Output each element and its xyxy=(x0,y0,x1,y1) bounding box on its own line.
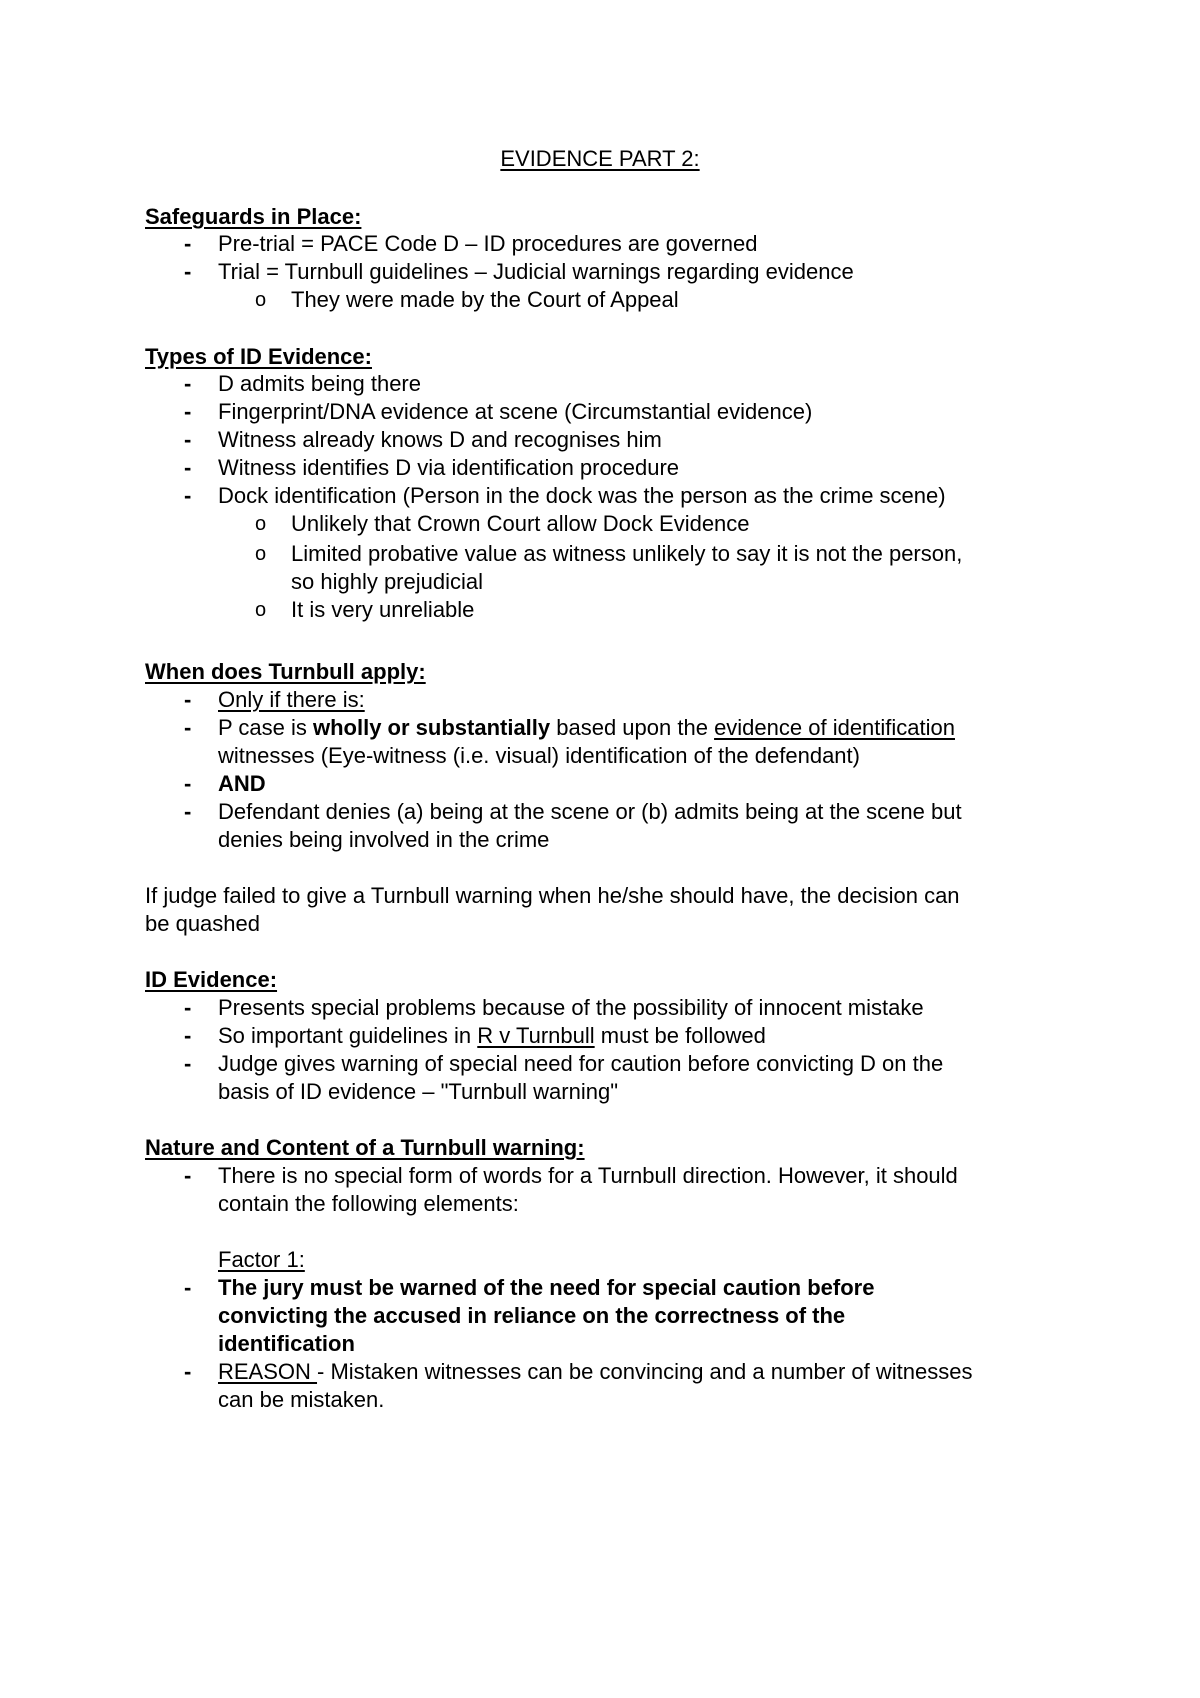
list-item: The jury must be warned of the need for special caution before xyxy=(218,1275,875,1300)
sub-list-item: They were made by the Court of Appeal xyxy=(291,287,679,312)
section-heading-nature: Nature and Content of a Turnbull warning: xyxy=(145,1135,585,1160)
section-heading-types: Types of ID Evidence: xyxy=(145,344,372,369)
list-item-continuation: witnesses (Eye-witness (i.e. visual) identification of the defendant) xyxy=(218,743,860,768)
paragraph: If judge failed to give a Turnbull warning when he/she should have, the decision can xyxy=(145,883,960,908)
bullet-dash: - xyxy=(184,427,192,452)
sub-list-item: Unlikely that Crown Court allow Dock Evidence xyxy=(291,511,750,536)
list-item: Trial = Turnbull guidelines – Judicial warnings regarding evidence xyxy=(218,259,854,284)
section-heading-safeguards: Safeguards in Place: xyxy=(145,204,362,229)
sub-bullet-circle: o xyxy=(255,599,267,621)
bullet-dash: - xyxy=(184,483,192,508)
list-item-continuation: can be mistaken. xyxy=(218,1387,385,1412)
list-item: Presents special problems because of the possibility of innocent mistake xyxy=(218,995,924,1020)
list-item xyxy=(218,1358,972,1386)
bullet-dash: - xyxy=(184,399,192,424)
bullet-dash: - xyxy=(184,455,192,480)
document-title: EVIDENCE PART 2: xyxy=(500,146,700,171)
sub-bullet-circle: o xyxy=(255,543,267,565)
bullet-dash: - xyxy=(184,1163,192,1188)
list-item: D admits being there xyxy=(218,371,421,396)
list-item-continuation: contain the following elements: xyxy=(218,1191,519,1216)
text-run: P case is xyxy=(218,715,313,740)
list-item: Witness identifies D via identification procedure xyxy=(218,455,680,480)
list-item: Witness already knows D and recognises him xyxy=(218,427,662,452)
list-item-continuation: identification xyxy=(218,1331,355,1356)
list-item: Dock identification (Person in the dock was the person as the crime scene) xyxy=(218,483,946,508)
list-item: AND xyxy=(218,771,266,796)
section-heading-turnbull-apply: When does Turnbull apply: xyxy=(145,659,426,684)
paragraph-continuation: be quashed xyxy=(145,911,260,936)
bullet-dash: - xyxy=(184,995,192,1020)
bullet-dash: - xyxy=(184,371,192,396)
underlined-phrase: R v Turnbull xyxy=(477,1023,595,1048)
bullet-dash: - xyxy=(184,1023,192,1048)
bullet-dash: - xyxy=(184,259,192,284)
list-item-continuation: denies being involved in the crime xyxy=(218,827,550,852)
bullet-dash: - xyxy=(184,1359,192,1384)
section-heading-id-evidence: ID Evidence: xyxy=(145,967,278,992)
list-item: Judge gives warning of special need for caution before convicting D on the xyxy=(218,1051,944,1076)
bullet-dash: - xyxy=(184,1275,192,1300)
list-item-continuation: convicting the accused in reliance on the correctness of the xyxy=(218,1303,846,1328)
list-item: Fingerprint/DNA evidence at scene (Circumstantial evidence) xyxy=(218,399,813,424)
list-item: Only if there is: xyxy=(218,687,365,712)
underlined-phrase: REASON xyxy=(218,1359,318,1384)
text-run: must be followed xyxy=(594,1023,766,1048)
sub-bullet-circle: o xyxy=(255,513,267,535)
sub-list-item: It is very unreliable xyxy=(291,597,475,622)
sub-bullet-circle: o xyxy=(255,289,267,311)
list-item: Pre-trial = PACE Code D – ID procedures are governed xyxy=(218,231,758,256)
list-item: There is no special form of words for a Turnbull direction. However, it should xyxy=(218,1163,958,1188)
list-item xyxy=(218,1022,766,1050)
bullet-dash: - xyxy=(184,231,192,256)
text-run: - Mistaken witnesses can be convincing and a number of witnesses xyxy=(317,1359,973,1384)
underlined-phrase: evidence of identification xyxy=(714,715,955,740)
bullet-dash: - xyxy=(184,799,192,824)
list-item xyxy=(218,714,955,742)
bullet-dash: - xyxy=(184,715,192,740)
factor-label: Factor 1: xyxy=(218,1247,305,1272)
bullet-dash: - xyxy=(184,771,192,796)
list-item: Defendant denies (a) being at the scene or (b) admits being at the scene but xyxy=(218,799,962,824)
bullet-dash: - xyxy=(184,687,192,712)
text-run: based upon the xyxy=(550,715,715,740)
bullet-dash: - xyxy=(184,1051,192,1076)
list-item-continuation: basis of ID evidence – "Turnbull warning" xyxy=(218,1079,619,1104)
text-run: So important guidelines in xyxy=(218,1023,478,1048)
sub-list-item: Limited probative value as witness unlikely to say it is not the person, xyxy=(291,541,963,566)
sub-list-item-continuation: so highly prejudicial xyxy=(291,569,483,594)
bold-phrase: wholly or substantially xyxy=(312,715,551,740)
